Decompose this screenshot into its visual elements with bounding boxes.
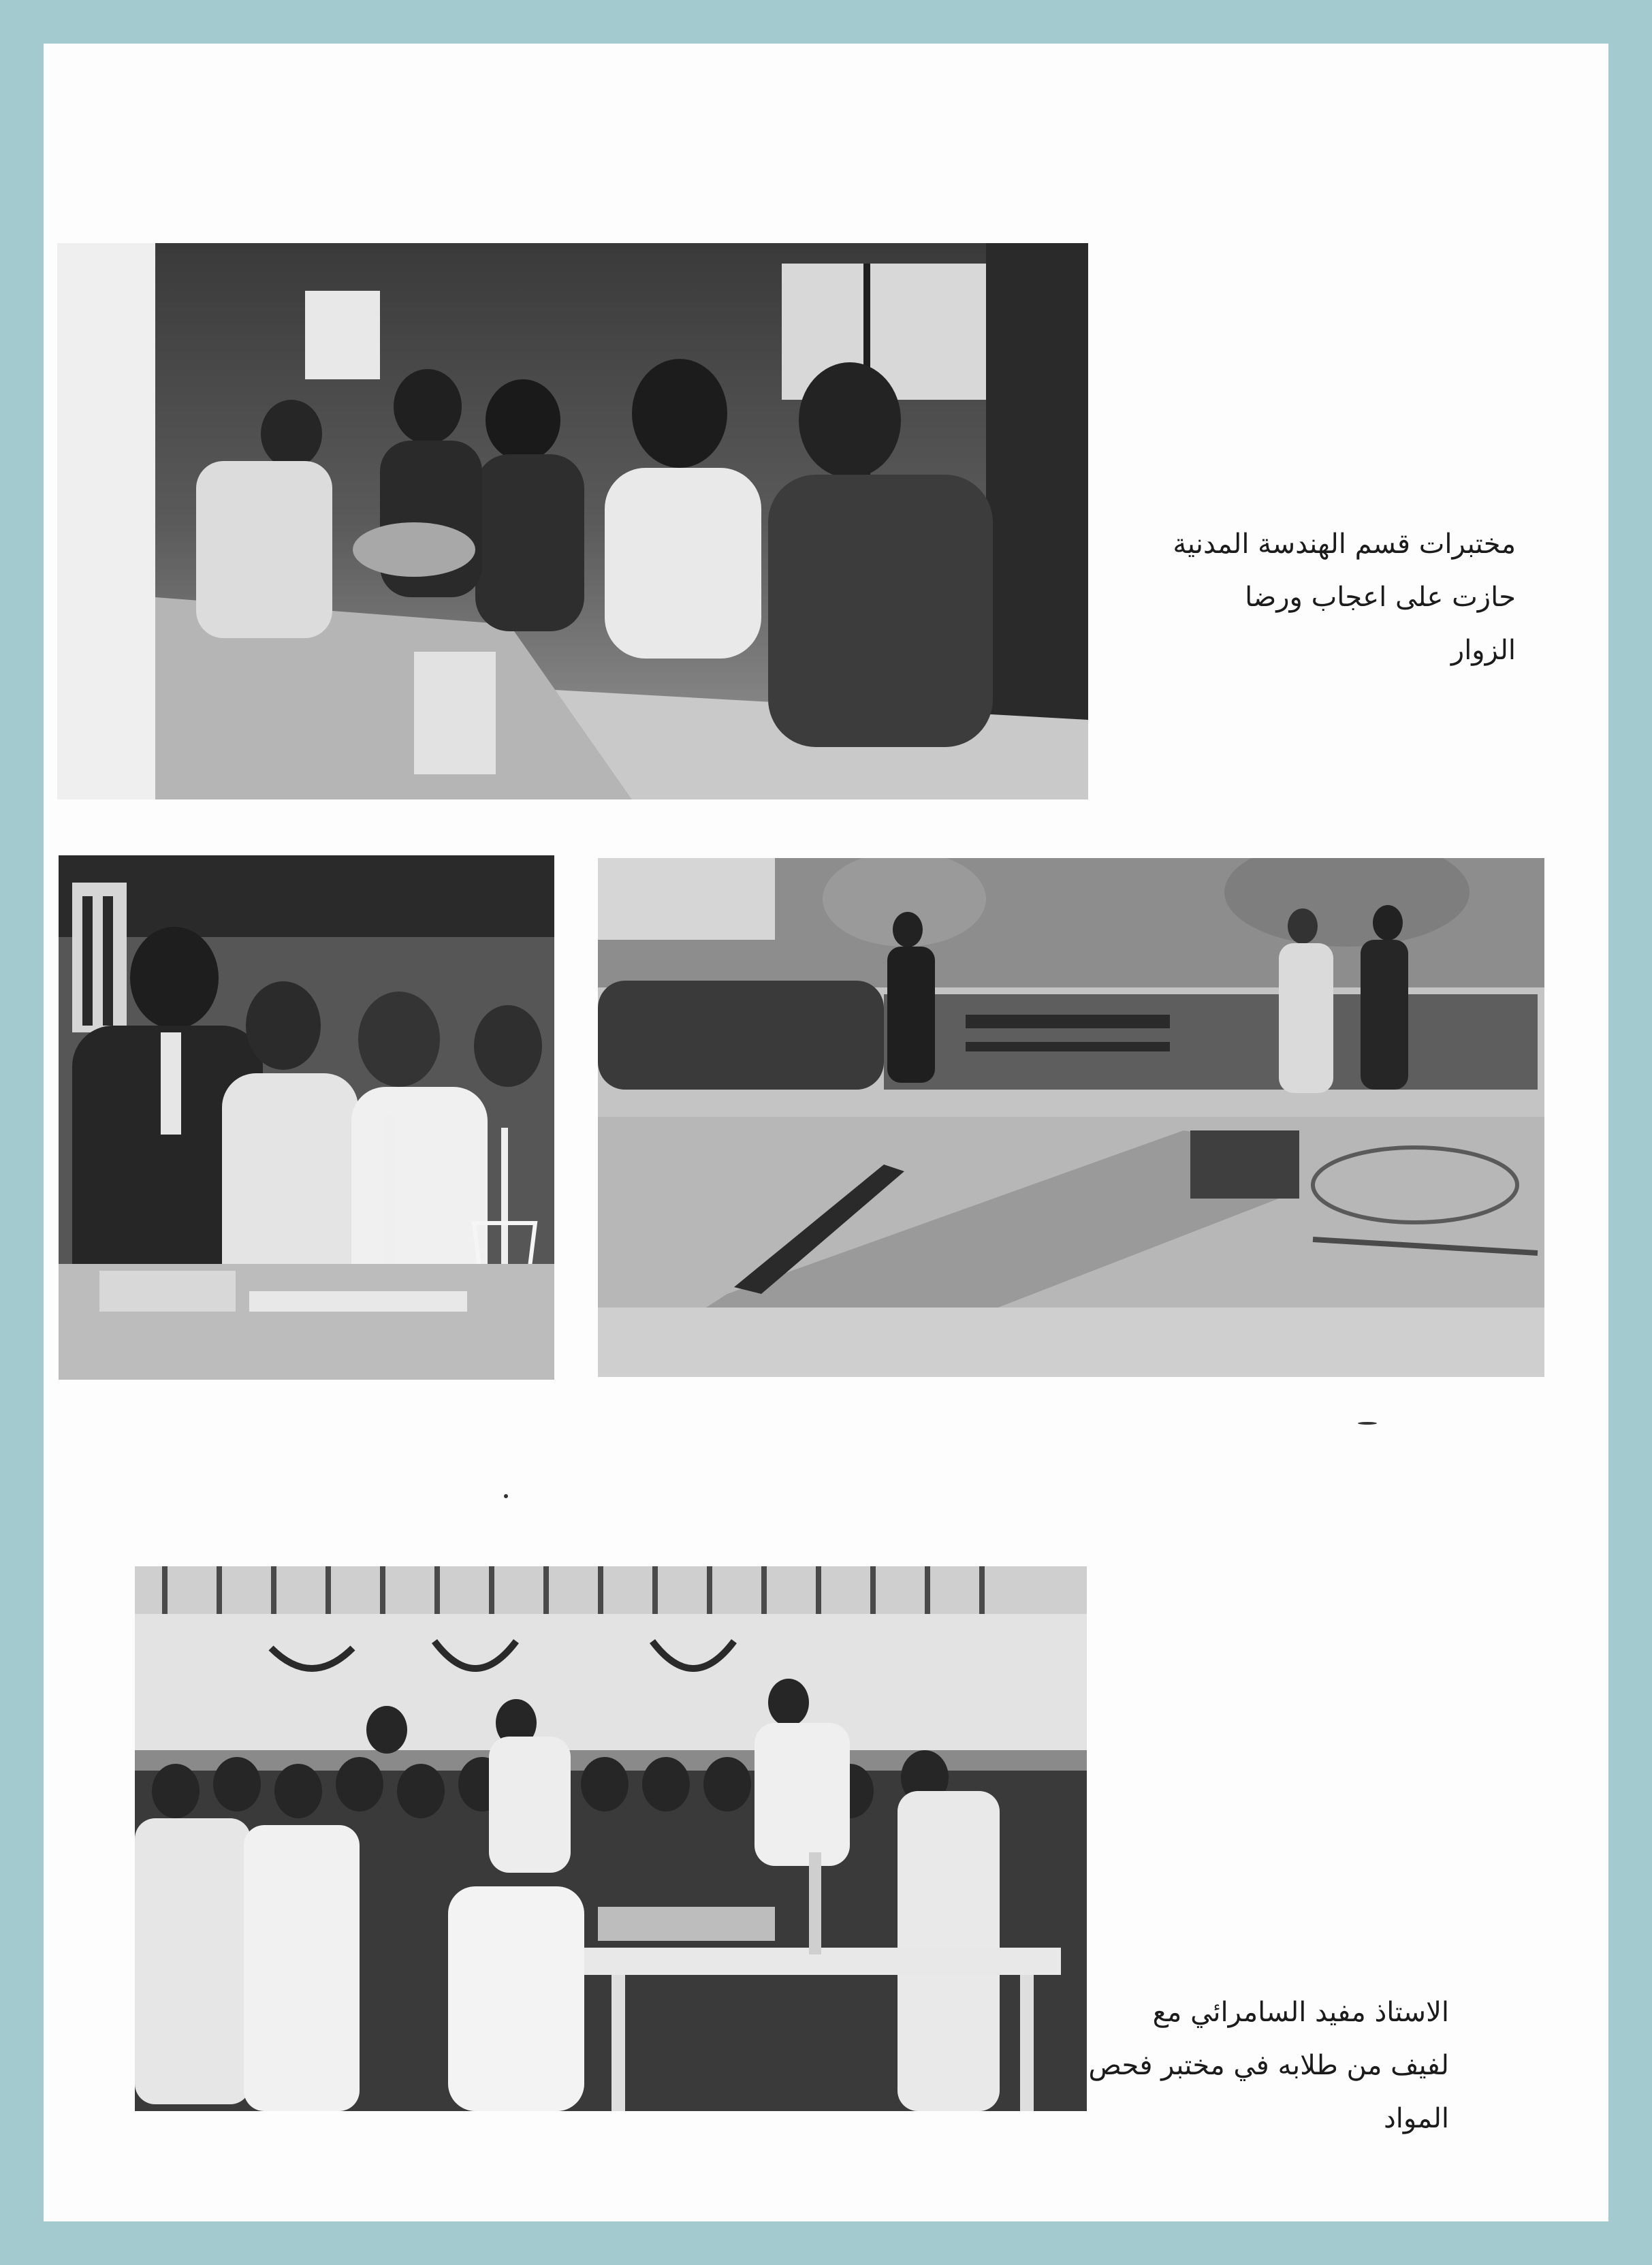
photo-margin-strip [57, 243, 155, 799]
caption-line: المواد [1383, 2103, 1449, 2134]
photo-outdoor-railway-model [598, 858, 1544, 1377]
caption-line: حازت على اعجاب ورضا [1245, 582, 1516, 613]
photo-professor-with-students [135, 1566, 1087, 2111]
photo-students-instruments [59, 855, 554, 1380]
caption-line: الزوار [1450, 635, 1516, 666]
caption-lab-visitors [1173, 518, 1516, 677]
print-speck [1358, 1422, 1377, 1425]
photo-lab-visitors [155, 243, 1088, 799]
print-speck [504, 1494, 508, 1498]
caption-line: لفيف من طلابه في مختبر فحص [1088, 2050, 1449, 2081]
document-page [44, 44, 1608, 2221]
caption-line: مختبرات قسم الهندسة المدنية [1173, 528, 1516, 560]
caption-professor-with-students [1089, 1986, 1450, 2140]
caption-line: الاستاذ مفيد السامرائي مع [1152, 1997, 1449, 2028]
